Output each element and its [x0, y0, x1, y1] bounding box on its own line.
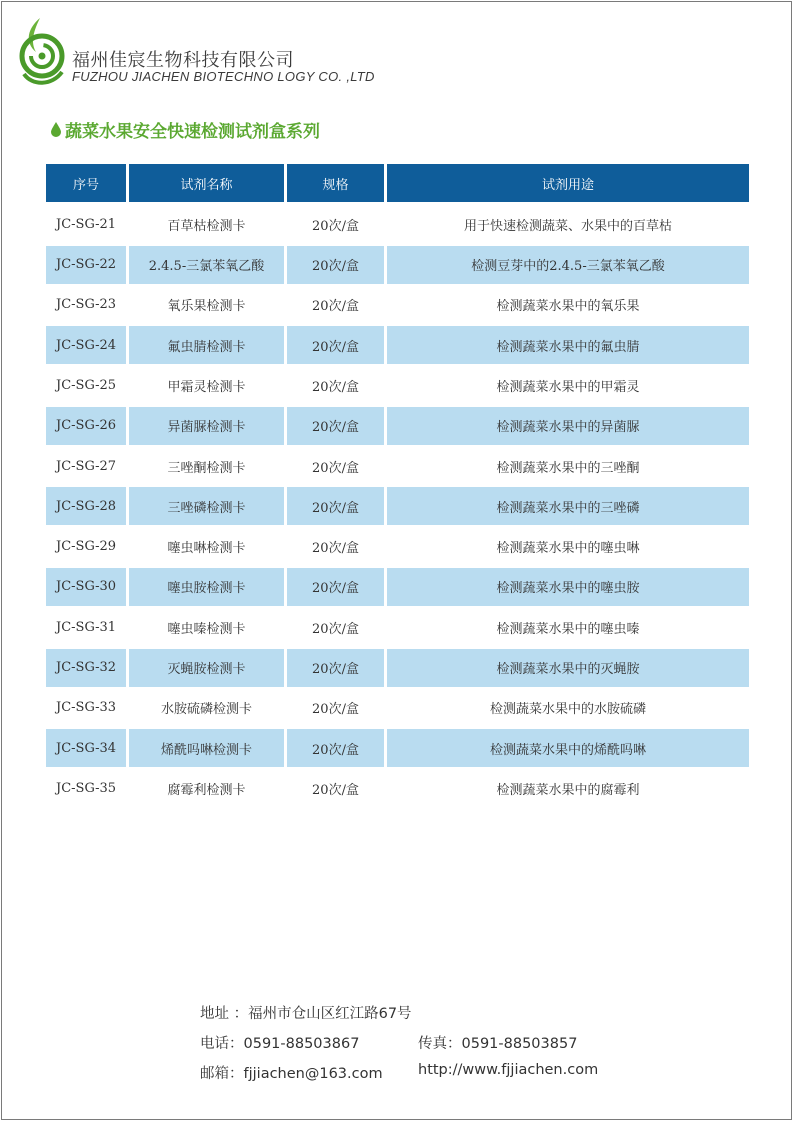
cell-spec: 20次/盒: [287, 568, 384, 606]
fax-text: 传真：0591-88503857: [418, 1036, 578, 1052]
email-text: 邮箱：fjjiachen@163.com: [200, 1066, 383, 1082]
cell-usage: 检测蔬菜水果中的三唑磷: [387, 487, 749, 525]
cell-serial: JC-SG-21: [55, 216, 117, 232]
cell-name: 三唑酮检测卡: [167, 460, 246, 476]
cell-usage: 检测蔬菜水果中的氟虫腈: [387, 326, 749, 364]
cell-usage: 检测蔬菜水果中的异菌脲: [387, 407, 749, 445]
section-title-text: 蔬菜水果安全快速检测试剂盒系列: [65, 122, 320, 142]
cell-name: 噻虫胺检测卡: [129, 568, 284, 606]
header-cell-spec: 规格: [287, 164, 384, 202]
cell-name: 甲霜灵检测卡: [167, 379, 246, 395]
cell-name: 氟虫腈检测卡: [129, 326, 284, 364]
cell-usage: 检测蔬菜水果中的灭蝇胺: [387, 649, 749, 687]
table-row: [46, 365, 749, 405]
table-row: [46, 607, 749, 647]
table-row: [46, 728, 749, 768]
cell-spec: 20次/盒: [312, 379, 359, 395]
cell-serial: JC-SG-23: [55, 297, 117, 313]
cell-serial: JC-SG-33: [55, 700, 117, 716]
water-drop-icon: [50, 122, 62, 137]
cell-spec: 20次/盒: [312, 460, 359, 476]
cell-name: 三唑磷检测卡: [129, 487, 284, 525]
table-row: [46, 768, 749, 808]
cell-usage: 检测蔬菜水果中的氧乐果: [496, 299, 640, 315]
cell-serial: JC-SG-34: [46, 729, 126, 767]
table-row: [46, 245, 749, 285]
cell-name: 灭蝇胺检测卡: [129, 649, 284, 687]
cell-spec: 20次/盒: [312, 541, 359, 557]
cell-usage: 用于快速检测蔬菜、水果中的百草枯: [463, 218, 672, 234]
reagent-table: [46, 163, 749, 809]
cell-name: 水胺硫磷检测卡: [160, 702, 252, 718]
swirl-leaf-logo: [18, 16, 66, 90]
table-row: [46, 486, 749, 526]
cell-serial: JC-SG-32: [46, 649, 126, 687]
cell-usage: 检测蔬菜水果中的腐霉利: [496, 782, 640, 798]
cell-usage: 检测蔬菜水果中的三唑酮: [496, 460, 640, 476]
address-text: 地址 ：福州市仓山区红江路67号: [200, 1006, 412, 1022]
cell-name: 异菌脲检测卡: [129, 407, 284, 445]
cell-spec: 20次/盒: [312, 702, 359, 718]
section-title: [50, 117, 320, 142]
cell-name: 烯酰吗啉检测卡: [129, 729, 284, 767]
cell-serial: JC-SG-25: [55, 377, 117, 393]
header-cell-serial: 序号: [46, 164, 126, 202]
cell-name: 噻虫嗪检测卡: [167, 621, 246, 637]
cell-name: 噻虫啉检测卡: [167, 541, 246, 557]
cell-spec: 20次/盒: [287, 407, 384, 445]
cell-spec: 20次/盒: [287, 729, 384, 767]
cell-usage: 检测蔬菜水果中的噻虫胺: [387, 568, 749, 606]
header-cell-usage: 试剂用途: [387, 164, 749, 202]
cell-spec: 20次/盒: [287, 326, 384, 364]
table-row: [46, 567, 749, 607]
cell-usage: 检测蔬菜水果中的烯酰吗啉: [387, 729, 749, 767]
cell-usage: 检测蔬菜水果中的甲霜灵: [496, 379, 640, 395]
cell-usage: 检测蔬菜水果中的噻虫嗪: [496, 621, 640, 637]
cell-spec: 20次/盒: [312, 782, 359, 798]
cell-serial: JC-SG-30: [46, 568, 126, 606]
company-name-cn: 福州佳宸生物科技有限公司: [72, 50, 294, 71]
cell-name: 氧乐果检测卡: [167, 299, 246, 315]
cell-spec: 20次/盒: [312, 218, 359, 234]
cell-name: 腐霉利检测卡: [167, 782, 246, 798]
cell-serial: JC-SG-35: [55, 780, 117, 796]
table-row: [46, 688, 749, 728]
cell-usage: 检测豆芽中的2.4.5-三氯苯氧乙酸: [387, 246, 749, 284]
table-row: [46, 285, 749, 325]
cell-name: 百草枯检测卡: [167, 218, 246, 234]
website-link[interactable]: http://www.fjjiachen.com: [418, 1062, 599, 1078]
cell-serial: JC-SG-26: [46, 407, 126, 445]
cell-spec: 20次/盒: [287, 649, 384, 687]
cell-spec: 20次/盒: [312, 621, 359, 637]
phone-text: 电话：0591-88503867: [200, 1036, 360, 1052]
cell-serial: JC-SG-27: [55, 458, 117, 474]
cell-usage: 检测蔬菜水果中的噻虫啉: [496, 541, 640, 557]
cell-spec: 20次/盒: [287, 246, 384, 284]
cell-serial: JC-SG-24: [46, 326, 126, 364]
table-row: [46, 325, 749, 365]
table-row: [46, 446, 749, 486]
cell-serial: JC-SG-22: [46, 246, 126, 284]
table-row: [46, 204, 749, 244]
cell-serial: JC-SG-28: [46, 487, 126, 525]
table-row: [46, 406, 749, 446]
cell-name: 2.4.5-三氯苯氧乙酸: [129, 246, 284, 284]
company-name-en: FUZHOU JIACHEN BIOTECHNO LOGY CO. ,LTD: [72, 69, 375, 84]
table-row: [46, 527, 749, 567]
header-cell-name: 试剂名称: [129, 164, 284, 202]
cell-spec: 20次/盒: [287, 487, 384, 525]
cell-serial: JC-SG-31: [55, 619, 117, 635]
cell-usage: 检测蔬菜水果中的水胺硫磷: [489, 702, 646, 718]
table-header-row: [46, 163, 749, 203]
cell-spec: 20次/盒: [312, 299, 359, 315]
cell-serial: JC-SG-29: [55, 539, 117, 555]
table-row: [46, 648, 749, 688]
contact-footer: [200, 1002, 598, 1092]
